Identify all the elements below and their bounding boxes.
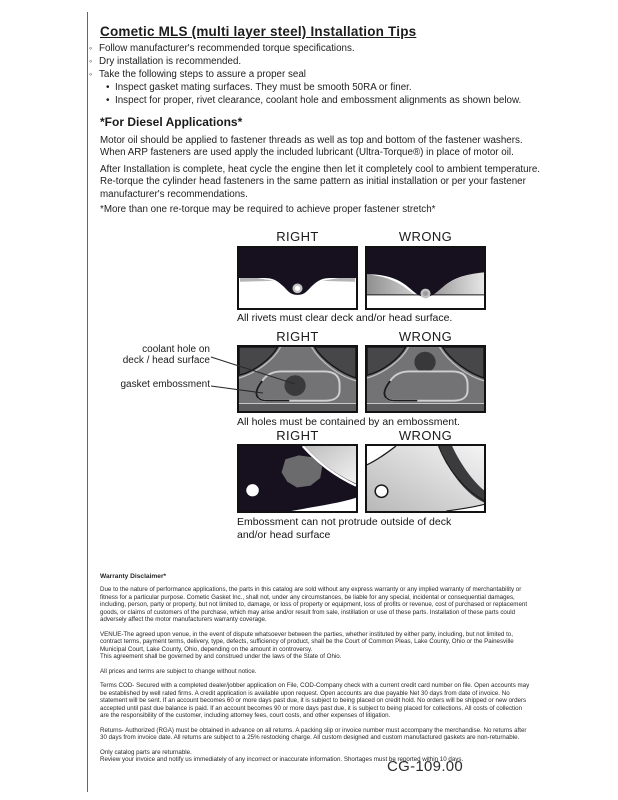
warranty-paragraph: Terms COD- Secured with a completed dealer/jobber application on File, COD-Company check with a current credit card number on file. Open accounts may be established by well rated firms. A credit application is available upon request. Open accounts are due payable Net 30 days from date of invoice. No statement will be sent. If an account becomes 60 or more days past due, it is subject to being placed on credit hold. No orders will be shipped or new orders accepted until past due balance is paid. If an account becomes 90 or more days past due, it is subject to being placed for collections. All costs of collection are the responsibility of the customer, including attorney fees, court costs, and other expenses of litigation. <box>100 682 530 719</box>
warranty-heading: Warranty Disclaimer* <box>100 573 167 580</box>
bullet-text: Follow manufacturer's recommended torque specifications. <box>99 43 355 54</box>
diagram-protrusion-wrong <box>365 444 486 513</box>
list-item <box>89 55 599 68</box>
row3-wrong-label: WRONG <box>398 428 453 443</box>
diagram-embossment-wrong <box>365 345 486 413</box>
caption-line: and/or head surface <box>237 528 331 541</box>
coolant-hole-callout-label <box>60 344 210 366</box>
diesel-paragraph-1: Motor oil should be applied to fastener threads as well as top and bottom of the fastener washers. When ARP fasteners are used apply the included lubricant (Ultra-Torque®) in place of motor oil. <box>100 135 523 159</box>
sub-bullet-icon: • <box>106 95 110 106</box>
rivet-right-graphic <box>239 248 356 308</box>
callout-pointer-lines <box>210 345 302 401</box>
row1-wrong-label: WRONG <box>398 229 453 244</box>
rivet-wrong-graphic <box>367 248 484 308</box>
row2-right-label: RIGHT <box>276 329 319 344</box>
diagram-rivet-wrong <box>365 246 486 310</box>
row1-caption: All rivets must clear deck and/or head surface. <box>237 312 453 324</box>
warranty-section <box>100 573 532 771</box>
embossment-wrong-graphic <box>367 347 484 411</box>
page-title: Cometic MLS (multi layer steel) Installation Tips <box>100 24 417 39</box>
diesel-applications-heading: *For Diesel Applications* <box>100 115 243 129</box>
callout-line: coolant hole on <box>142 344 210 355</box>
gasket-embossment-callout-label: gasket embossment <box>120 379 210 390</box>
bullet-text: Inspect gasket mating surfaces. They must be smooth 50RA or finer. <box>115 82 412 93</box>
diagram-protrusion-right <box>237 444 358 513</box>
bullet-icon: ◦ <box>89 43 93 53</box>
list-item <box>89 81 599 94</box>
row2-caption: All holes must be contained by an embossment. <box>237 416 460 428</box>
warranty-paragraph: Due to the nature of performance applications, the parts in this catalog are sold without any express warranty or any implied warranty of merchantability or fitness for a particular purpose. Cometic Gasket Inc., shall not, under any circumstances, be liable for any special, incidental or consequential damages, including, person, party or property, but not limited to, damage, or loss of property or equipment, loss of profits or revenue, cost of purchased or replacement goods, or claims of customers of the purchase, which may arise and/or result from sale, instillation or use of these parts. Installation of these parts could adversely affect the motor manufacturers warranty coverage. <box>100 586 528 623</box>
warranty-paragraph: All prices and terms are subject to change without notice. <box>100 667 257 675</box>
diesel-paragraph-2: After Installation is complete, heat cycle the engine then let it completely cool to ambient temperature. Re-torque the cylinder head fasteners in the same pattern as initial installation or per your fastener manufacturer's recommendations. <box>100 164 541 200</box>
row1-right-label: RIGHT <box>276 229 319 244</box>
bullet-text: Dry installation is recommended. <box>99 56 242 67</box>
list-item <box>89 94 599 107</box>
warranty-paragraph: Only catalog parts are returnable. <box>100 748 192 756</box>
installation-tips-list <box>89 42 599 107</box>
bullet-text: Take the following steps to assure a proper seal <box>99 69 306 80</box>
bullet-text: Inspect for proper, rivet clearance, coolant hole and embossment alignments as shown below. <box>115 95 522 106</box>
warranty-paragraph: VENUE-The agreed upon venue, in the event of dispute whatsoever between the parties, whether instituted by either party, including, but not limited to, contract terms, payment terms, delivery, type, defects, sufficiency of product, shall be the Court of Common Pleas, Lake County, Ohio or the Painesville Municipal Court, Lake County, Ohio, depending on the amount in controversy. <box>100 630 514 653</box>
list-item <box>89 42 599 55</box>
sub-bullet-icon: • <box>106 82 110 93</box>
page-number: CG-109.00 <box>387 758 464 775</box>
list-item <box>89 68 599 81</box>
page-edge-line <box>87 12 88 792</box>
protrusion-right-graphic <box>239 446 356 511</box>
bullet-icon: ◦ <box>89 56 93 66</box>
row3-right-label: RIGHT <box>276 428 319 443</box>
caption-line: Embossment can not protrude outside of deck <box>237 516 452 528</box>
warranty-paragraph: Review your invoice and notify us immediately of any incorrect or inaccurate information. Shortages must be reported within 10 days. <box>100 756 464 763</box>
warranty-paragraph: This agreement shall be governed by and construed under the laws of the State of Ohio. <box>100 653 342 660</box>
retorque-note: *More than one re-torque may be required to achieve proper fastener stretch* <box>100 204 436 215</box>
diagram-rivet-right <box>237 246 358 310</box>
protrusion-wrong-graphic <box>367 446 484 511</box>
bullet-icon: ◦ <box>89 69 93 79</box>
row2-wrong-label: WRONG <box>398 329 453 344</box>
warranty-paragraph: Returns- Authorized (RGA) must be obtained in advance on all returns. A packing slip or invoice number must accompany the merchandise. No returns after 30 days from invoice date. All returns are subject to a 25% restocking charge. All custom designed and custom manufactured gaskets are non-returnable. <box>100 726 527 741</box>
row3-caption <box>237 516 537 541</box>
callout-line: deck / head surface <box>122 355 210 366</box>
